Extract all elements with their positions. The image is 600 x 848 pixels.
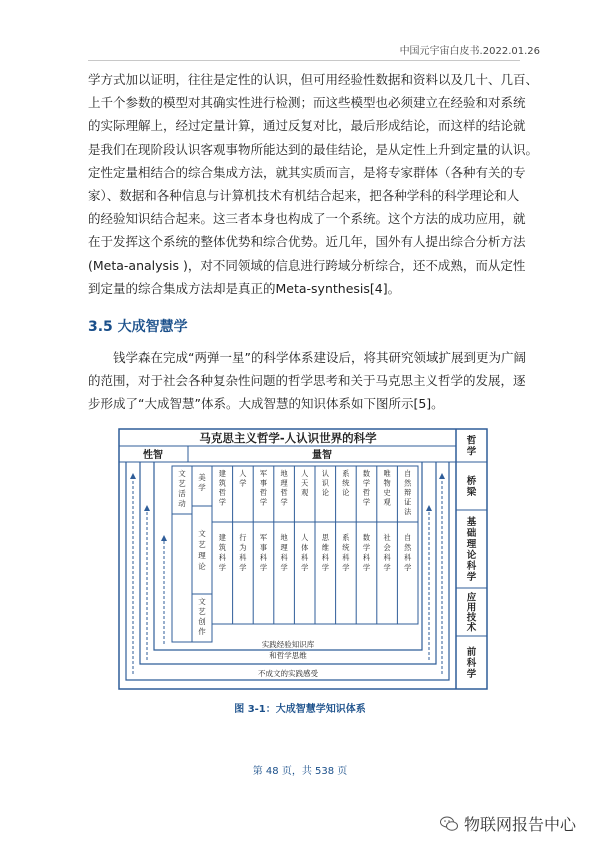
column-bottom-label — [322, 533, 330, 572]
svg-text:艺: 艺 — [178, 479, 186, 488]
watermark — [440, 812, 576, 835]
right-label — [467, 475, 477, 498]
svg-text:然: 然 — [404, 543, 412, 552]
svg-text:文: 文 — [178, 469, 186, 478]
svg-text:学: 学 — [362, 478, 371, 488]
svg-text:学: 学 — [404, 563, 412, 572]
column-bottom-label — [219, 533, 227, 572]
svg-text:科: 科 — [466, 561, 477, 572]
svg-text:活: 活 — [178, 489, 186, 498]
svg-text:筑: 筑 — [218, 478, 226, 488]
svg-text:学: 学 — [239, 563, 247, 572]
svg-text:科: 科 — [280, 553, 288, 562]
svg-text:系: 系 — [342, 469, 350, 478]
svg-text:学: 学 — [280, 563, 288, 572]
svg-text:学: 学 — [280, 497, 288, 507]
svg-text:学: 学 — [259, 497, 268, 507]
svg-text:创: 创 — [198, 617, 206, 626]
svg-text:数: 数 — [362, 533, 371, 542]
svg-text:然: 然 — [404, 478, 412, 488]
svg-text:唯: 唯 — [383, 469, 391, 478]
svg-text:军: 军 — [259, 533, 268, 542]
paragraph-1-line: 上千个参数的模型对其确实性进行检测；而这些模型也必须建立在经验和对系统 — [88, 95, 526, 111]
column-bottom-label — [301, 533, 309, 572]
column-top-label — [404, 469, 412, 516]
svg-text:科: 科 — [321, 553, 329, 562]
column-top-label — [219, 469, 226, 507]
right-label — [467, 435, 477, 458]
informal-label: 不成文的实践感受 — [258, 669, 318, 678]
svg-text:建: 建 — [218, 533, 226, 542]
svg-text:学: 学 — [466, 446, 477, 458]
svg-text:论: 论 — [321, 488, 329, 497]
svg-text:学: 学 — [239, 478, 247, 488]
svg-text:人: 人 — [239, 469, 247, 478]
paragraph-1-line: (Meta-analysis )，对不同领域的信息进行跨域分析综合，还不成熟，而从定性 — [88, 257, 526, 273]
column-bottom-label — [239, 533, 247, 572]
svg-text:学: 学 — [301, 563, 309, 572]
section-title: 3.5 大成智慧学 — [88, 319, 188, 335]
svg-text:科: 科 — [383, 553, 391, 562]
svg-text:会: 会 — [383, 543, 391, 552]
xingzhi-label: 性智 — [143, 450, 163, 461]
svg-text:统: 统 — [342, 543, 350, 552]
svg-text:事: 事 — [259, 543, 268, 552]
svg-text:文: 文 — [198, 529, 206, 538]
svg-text:科: 科 — [342, 553, 350, 562]
svg-text:学: 学 — [198, 483, 206, 492]
svg-text:统: 统 — [342, 478, 350, 488]
svg-text:科: 科 — [239, 553, 247, 562]
svg-text:学: 学 — [218, 563, 226, 572]
svg-text:物: 物 — [383, 478, 391, 488]
svg-text:思: 思 — [321, 533, 329, 542]
paragraph-1-line: 到定量的综合集成方法却是真正的Meta-synthesis[4]。 — [88, 280, 401, 296]
svg-text:科: 科 — [466, 658, 477, 669]
svg-text:系: 系 — [342, 533, 350, 542]
svg-text:科: 科 — [362, 553, 371, 562]
wechat-icon — [440, 816, 458, 832]
svg-text:论: 论 — [342, 488, 350, 497]
svg-text:维: 维 — [321, 543, 329, 552]
svg-text:筑: 筑 — [218, 543, 226, 552]
paragraph-1-line: 是我们在现阶段认识客观事物所能达到的最佳结论，是从定性上升到定量的认识。 — [88, 141, 539, 157]
paragraph-1-line: 家）、数据和各种信息与计算机技术有机结合起来，把各种学科的科学理论和人 — [88, 188, 520, 204]
knowledge-system-diagram — [118, 428, 488, 690]
svg-text:数: 数 — [362, 469, 371, 478]
paragraph-1-line: 的实际理解上，经过定量计算，通过反复对比，最后形成结论，而这样的结论就 — [88, 118, 526, 134]
svg-text:学: 学 — [466, 572, 477, 583]
svg-text:哲: 哲 — [466, 435, 477, 447]
svg-text:哲: 哲 — [362, 488, 371, 497]
svg-text:观: 观 — [301, 488, 309, 497]
svg-text:人: 人 — [301, 533, 309, 542]
column-top-label — [301, 469, 308, 497]
svg-text:学: 学 — [362, 497, 371, 507]
svg-text:辩: 辩 — [404, 488, 412, 497]
svg-text:用: 用 — [466, 602, 477, 614]
svg-text:地: 地 — [280, 533, 288, 542]
svg-text:文: 文 — [198, 597, 206, 606]
svg-text:认: 认 — [321, 469, 329, 478]
right-label — [466, 592, 477, 634]
svg-text:科: 科 — [259, 553, 268, 562]
svg-text:学: 学 — [259, 563, 268, 572]
svg-text:学: 学 — [383, 563, 391, 572]
svg-text:哲: 哲 — [280, 488, 288, 497]
column-bottom-label — [342, 533, 350, 572]
svg-text:识: 识 — [321, 478, 329, 488]
column-bottom-label — [363, 533, 371, 572]
svg-text:理: 理 — [280, 543, 288, 552]
svg-text:作: 作 — [198, 627, 206, 636]
svg-text:梁: 梁 — [466, 487, 477, 498]
column-bottom-label — [383, 533, 391, 572]
svg-text:建: 建 — [218, 469, 226, 478]
svg-text:学: 学 — [342, 563, 350, 572]
svg-text:军: 军 — [259, 469, 268, 478]
paragraph-1-line: 在于发挥这个系统的整体优势和综合优势。近几年，国外有人提出综合分析方法 — [88, 234, 526, 250]
svg-text:学: 学 — [362, 543, 371, 552]
svg-text:础: 础 — [466, 528, 477, 539]
svg-text:自: 自 — [404, 469, 412, 478]
column-top-label — [260, 469, 267, 507]
svg-text:艺: 艺 — [198, 607, 206, 616]
liangzhi-label: 量智 — [312, 450, 332, 461]
art-theory-label — [198, 528, 206, 571]
paragraph-1-line: 定性定量相结合的综合集成方法，就其实质而言，是将专家群体（各种有关的专 — [88, 164, 526, 180]
svg-text:观: 观 — [383, 497, 391, 507]
svg-text:应: 应 — [466, 592, 477, 604]
diagram-top-title: 马克思主义哲学-人认识世界的科学 — [199, 431, 377, 445]
svg-text:理: 理 — [198, 551, 206, 560]
column-bottom-label — [280, 533, 288, 572]
svg-text:为: 为 — [239, 543, 247, 552]
svg-text:艺: 艺 — [198, 540, 206, 549]
column-top-label — [383, 469, 390, 507]
svg-text:史: 史 — [383, 488, 391, 497]
paragraph-1-line: 学方式加以证明，往往是定性的认识，但可用经验性数据和资料以及几十、几百、 — [88, 72, 539, 87]
svg-text:技: 技 — [466, 612, 477, 624]
column-top-label — [239, 469, 246, 488]
svg-text:美: 美 — [198, 473, 206, 482]
paragraph-2: 钱学森在完成“两弹一星”的科学体系建设后，将其研究领域扩展到更为广阔的范围，对于社会各种复杂性问题的哲学思考和关于马克思主义哲学的发展，逐步形成了“大成智慧”体系。大成智慧的知识体系如下图所示[5]。 — [88, 350, 526, 412]
svg-text:论: 论 — [466, 550, 477, 561]
svg-text:事: 事 — [259, 478, 268, 488]
svg-text:科: 科 — [404, 553, 412, 562]
svg-text:学: 学 — [321, 563, 329, 572]
svg-text:行: 行 — [239, 533, 247, 542]
column-bottom-label — [404, 533, 412, 572]
svg-text:证: 证 — [404, 497, 412, 507]
svg-text:人: 人 — [301, 469, 309, 478]
header-divider — [88, 60, 520, 61]
right-label — [466, 646, 477, 680]
svg-text:学: 学 — [218, 497, 226, 507]
svg-text:法: 法 — [404, 507, 412, 516]
svg-text:哲: 哲 — [259, 488, 268, 497]
art-creation-label — [198, 596, 206, 636]
svg-text:科: 科 — [301, 553, 309, 562]
svg-text:社: 社 — [383, 533, 391, 542]
column-top-label — [280, 469, 288, 507]
svg-text:基: 基 — [466, 517, 477, 528]
running-title: 中国元宇宙白皮书.2022.01.26 — [399, 46, 540, 57]
svg-text:前: 前 — [466, 647, 477, 658]
svg-text:学: 学 — [466, 669, 477, 680]
watermark-text: 物联网报告中心 — [463, 815, 576, 834]
page-number: 第 48 页，共 538 页 — [252, 766, 348, 777]
svg-text:自: 自 — [404, 533, 412, 542]
art-activity-label — [178, 468, 186, 508]
svg-text:天: 天 — [301, 478, 309, 488]
column-top-label — [363, 469, 370, 507]
paragraph-1-line: 的经验知识结合起来。这三者本身也构成了一个系统。这个方法的成功应用，就 — [88, 211, 526, 227]
svg-text:桥: 桥 — [466, 476, 477, 487]
svg-text:动: 动 — [178, 499, 186, 508]
svg-text:学: 学 — [362, 563, 371, 572]
svg-text:哲: 哲 — [218, 488, 226, 497]
practice-label-1: 实践经验知识库 — [261, 640, 315, 649]
svg-text:理: 理 — [466, 539, 477, 550]
aesthetics-label — [198, 472, 206, 492]
column-top-label — [322, 469, 330, 497]
practice-label-2: 和哲学思维 — [269, 651, 307, 660]
column-bottom-label — [260, 533, 268, 572]
svg-text:体: 体 — [301, 543, 309, 552]
svg-text:理: 理 — [280, 478, 288, 488]
svg-text:地: 地 — [280, 469, 288, 478]
right-label — [466, 516, 477, 583]
figure-caption: 图 3-1：大成智慧学知识体系 — [234, 704, 366, 715]
column-top-label — [342, 469, 350, 497]
svg-text:科: 科 — [218, 553, 226, 562]
svg-text:论: 论 — [198, 562, 206, 571]
svg-text:术: 术 — [466, 622, 477, 634]
paragraph-1 — [88, 68, 539, 300]
